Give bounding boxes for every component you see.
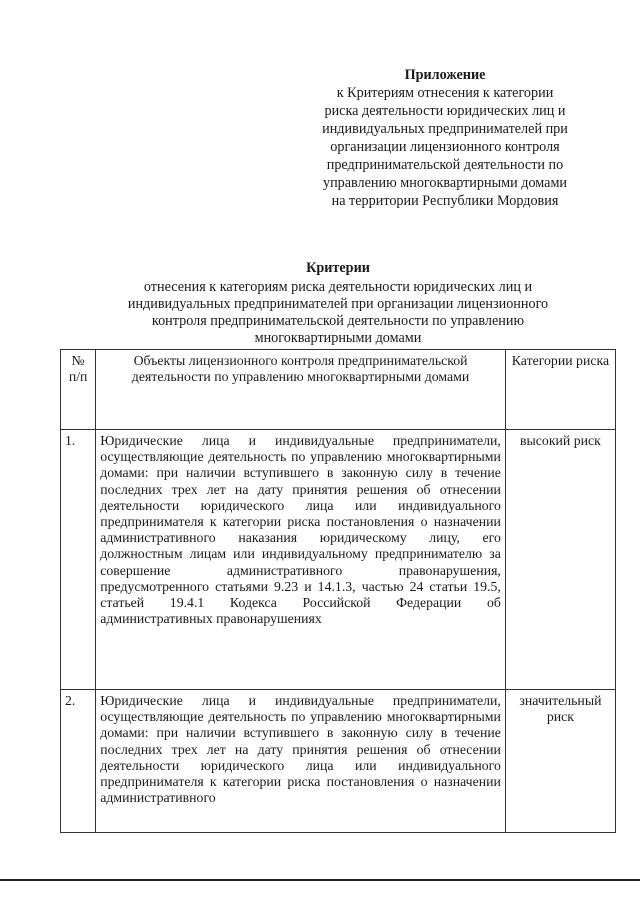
appendix-line: риска деятельности юридических лиц и <box>324 103 566 119</box>
row-object: Юридические лица и индивидуальные предприниматели, осуществляющие деятельность по управлению многоквартирными домами: при наличии вступившего в законную силу в течение последних трех лет на дату принятия решения об отнесении деятельности юридического лица или индивидуального предпринимателя к категории риска постановления о назначении административного <box>96 690 506 833</box>
row-num: 1. <box>61 430 96 690</box>
header-object: Объекты лицензионного контроля предпринимательской деятельности по управлению многоквартирными домами <box>96 350 506 430</box>
row-num: 2. <box>61 690 96 833</box>
appendix-line: организации лицензионного контроля <box>330 139 560 155</box>
table-row <box>61 690 616 833</box>
criteria-table <box>60 349 616 833</box>
row-category: значительный риск <box>505 690 615 833</box>
appendix-line: индивидуальных предпринимателей при <box>322 121 568 137</box>
header-num: № п/п <box>61 350 96 430</box>
criteria-line: многоквартирными домами <box>254 330 422 346</box>
appendix-line: управлению многоквартирными домами <box>322 175 568 191</box>
criteria-line: индивидуальных предпринимателей при организации лицензионного <box>127 296 549 312</box>
row-object: Юридические лица и индивидуальные предприниматели, осуществляющие деятельность по управлению многоквартирными домами: при наличии вступившего в законную силу в течение последних трех лет на дату принятия решения об отнесении деятельности юридического лица или индивидуального предпринимателя к категории риска постановления о назначении административного наказания юридическому лицу, его должностным лицам или индивидуальному предпринимателю за совершение административного правонарушения, предусмотренного статьями 9.23 и 14.1.3, частью 24 статьи 19.5, статьей 19.4.1 Кодекса Российской Федерации об административных правонарушениях <box>96 430 506 690</box>
appendix-block <box>300 66 590 210</box>
appendix-line: предпринимательской деятельности по <box>326 157 564 173</box>
appendix-title: Приложение <box>404 67 486 83</box>
table-row <box>61 430 616 690</box>
criteria-line: отнесения к категориям риска деятельности юридических лиц и <box>143 279 533 295</box>
table-header-row <box>61 350 616 430</box>
appendix-line: на территории Республики Мордовия <box>331 193 559 209</box>
row-category: высокий риск <box>505 430 615 690</box>
header-category: Категории риска <box>505 350 615 430</box>
appendix-line: к Критериям отнесения к категории <box>336 85 554 101</box>
criteria-title: Критерии <box>306 260 370 276</box>
criteria-heading-block <box>60 260 616 347</box>
scan-bottom-edge <box>0 879 640 881</box>
criteria-line: контроля предпринимательской деятельности по управлению <box>151 313 525 329</box>
